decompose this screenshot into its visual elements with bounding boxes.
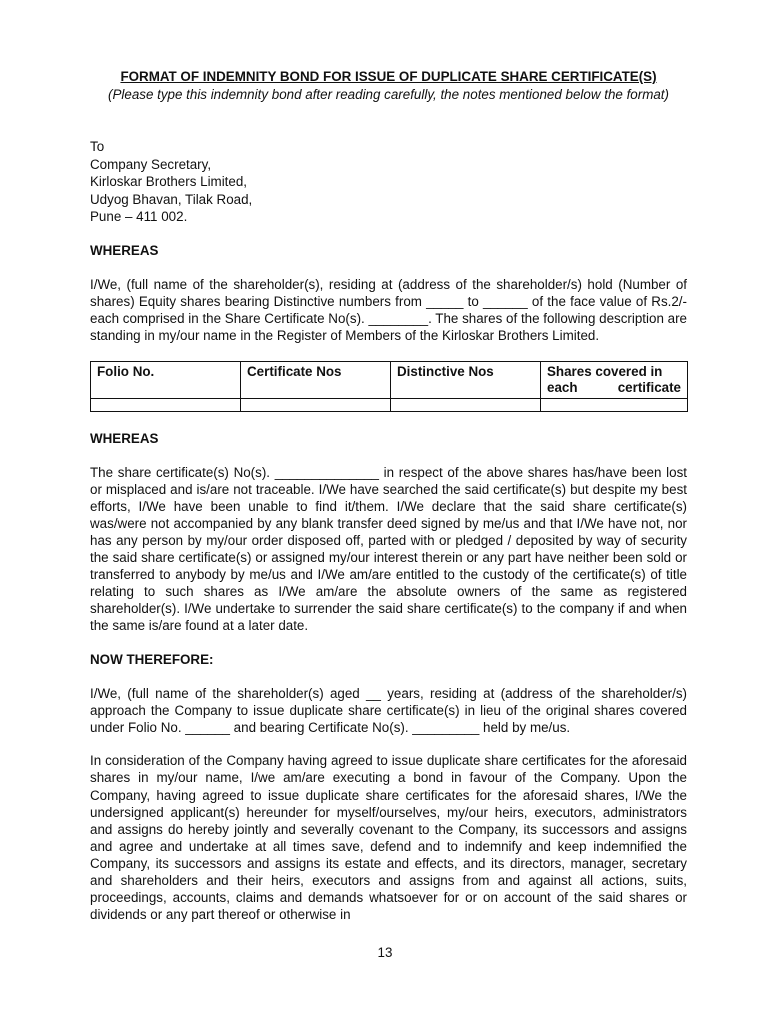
whereas-heading-1: WHEREAS — [90, 242, 159, 258]
table-header-distinctive: Distinctive Nos — [391, 361, 541, 398]
address-line: Company Secretary, — [90, 156, 212, 172]
address-line: Udyog Bhavan, Tilak Road, — [90, 191, 253, 207]
table-header-row — [91, 361, 688, 398]
address-line: Kirloskar Brothers Limited, — [90, 174, 248, 190]
address-line: To — [90, 139, 105, 154]
recipient-address — [90, 138, 687, 226]
table-cell — [541, 398, 688, 411]
table-row — [91, 398, 688, 411]
whereas-paragraph-1: I/We, (full name of the shareholder(s), residing at (address of the shareholder/s) hold (Number of shares) Equity shares bearing Distinctive numbers from _____ to ______ of the face value of Rs.2/- each comprised in the Share Certificate No(s). ________. The shares of the following description are standing in my/our name in the Register of Members of the Kirloskar Brothers Limited. — [90, 276, 687, 343]
now-therefore-heading: NOW THEREFORE: — [90, 652, 214, 668]
consideration-paragraph: In consideration of the Company having agreed to issue duplicate share certificates for the aforesaid shares in my/our name, I/we am/are executing a bond in favour of the Company. Upon the Company, having agreed to issue duplicate share certificates for the aforesaid shares, I/We the undersigned applicant(s) hereunder for myself/ourselves, my/our heirs, executors, administrators and assigns do hereby jointly and severally covenant to the Company, its successors and assigns and agree and undertake at all times save, defend and to indemnify and keep indemnified the Company, its successors and assigns its estate and effects, and its directors, manager, secretary and shareholders and their heirs, executors and assigns from and against all actions, suits, proceedings, accounts, claims and demands whatsoever for or on account of the said shares or dividends or any part thereof or otherwise in — [90, 753, 687, 923]
table-header-folio: Folio No. — [91, 361, 241, 398]
table-header-shares: Shares covered in each certificate — [541, 361, 688, 398]
whereas-heading-2: WHEREAS — [90, 430, 159, 446]
table-cell — [391, 398, 541, 411]
shares-table — [90, 361, 688, 412]
table-cell — [91, 398, 241, 411]
address-line: Pune – 411 002. — [90, 209, 188, 225]
document-subtitle: (Please type this indemnity bond after reading carefully, the notes mentioned below the format) — [108, 87, 669, 102]
whereas-paragraph-2: The share certificate(s) No(s). ______________ in respect of the above shares has/have been lost or misplaced and is/are not traceable. I/We have searched the said certificate(s) but despite my best efforts, I/We have been unable to find it/them. I/We declare that the said share certificate(s) was/were not accompanied by any blank transfer deed signed by me/us and that I/We have not, nor has any person by my/our order disposed off, parted with or pledged / deposited by way of security the said share certificate(s) or assigned my/our interest therein or any part have neither been sold or transferred to anybody by me/us and I/We am/are entitled to the custody of the certificate(s) of title relating to such shares as I/We am/are the absolute owners of the same as registered shareholder(s). I/We undertake to surrender the said share certificate(s) to the company if and when the same is/are found at a later date. — [90, 464, 687, 634]
document-page — [90, 68, 687, 923]
document-title: FORMAT OF INDEMNITY BOND FOR ISSUE OF DUPLICATE SHARE CERTIFICATE(S) — [120, 69, 657, 84]
table-cell — [241, 398, 391, 411]
table-header-certificate: Certificate Nos — [241, 361, 391, 398]
now-therefore-paragraph: I/We, (full name of the shareholder(s) aged __ years, residing at (address of the shareholder/s) approach the Company to issue duplicate share certificate(s) in lieu of the original shares covered under Folio No. ______ and bearing Certificate No(s). _________ held by me/us. — [90, 686, 687, 736]
page-number: 13 — [377, 945, 393, 960]
